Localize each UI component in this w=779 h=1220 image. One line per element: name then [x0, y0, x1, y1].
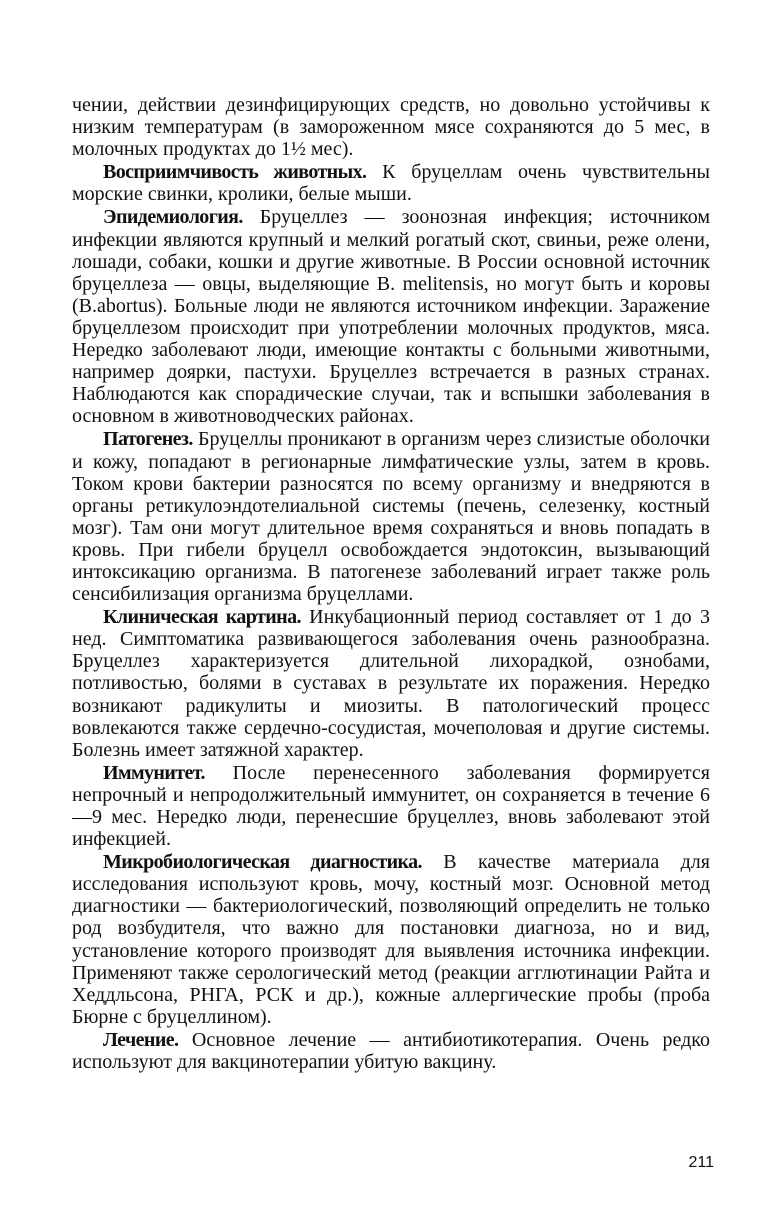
paragraph-epidemiology — [72, 206, 710, 427]
paragraph-heading: Эпидемиология. — [103, 206, 243, 229]
paragraph-text: чении, действии дезинфицирующих средств, но довольно устойчивы к низким температурам (в замороженном мясе сохраняются до 5 мес, в молочных продуктах до 1½ мес). — [72, 94, 710, 161]
paragraph-clinical-picture — [72, 606, 710, 761]
paragraph-heading: Клиническая картина. — [103, 606, 301, 629]
paragraph-text: Инкубационный период составляет от 1 до 3 нед. Симптоматика развивающегося заболевания очень разнообразна. Бруцеллез характеризуется длительной лихорадкой, ознобами, потливостью, болями в суставах в результате их поражения. Нередко возникают радикулиты и миозиты. В патологический процесс вовлекаются также сердечно-сосудистая, мочеполовая и другие системы. Болезнь имеет затяжной характер. — [72, 606, 710, 761]
paragraph-text: В качестве материала для исследования используют кровь, мочу, костный мозг. Основной метод диагностики — бактериологический, позволяющий определить не только род возбудителя, что важно для постановки диагноза, но и вид, установление которого производят для выявления источника инфекции. Применяют также серологический метод (реакции агглютинации Райта и Хеддльсона, РНГА, РСК и др.), кожные аллергические пробы (проба Бюрне с бруцеллином). — [72, 851, 710, 1028]
page-number: 211 — [688, 1154, 714, 1171]
paragraph-treatment — [72, 1029, 710, 1073]
page-body — [72, 94, 710, 1074]
paragraph-heading: Восприимчивость животных. — [103, 161, 367, 184]
paragraph-heading: Лечение. — [103, 1028, 179, 1051]
paragraph-continuation — [72, 94, 710, 160]
paragraph-text: К бруцеллам очень чувствительны морские свинки, кролики, белые мыши. — [72, 161, 710, 206]
paragraph-text: Основное лечение — антибиотикотерапия. Очень редко используют для вакцинотерапии убитую вакцину. — [72, 1028, 710, 1074]
paragraph-text: Бруцеллез — зоонозная инфекция; источником инфекции являются крупный и мелкий рогатый скот, свиньи, реже олени, лошади, собаки, кошки и другие животные. В России основной источник бруцеллеза — овцы, выделяющие B. melitensis, но могут быть и коровы (B.abortus). Больные люди не являются источником инфекции. Заражение бруцеллезом происходит при употреблении молочных продуктов, мяса. Нередко заболевают люди, имеющие контакты с больными животными, например доярки, пастухи. Бруцеллез встречается в разных странах. Наблюдаются как спорадические случаи, так и вспышки заболевания в основном в животноводческих районах. — [72, 206, 710, 428]
paragraph-heading: Микробиологическая диагностика. — [103, 851, 422, 874]
paragraph-heading: Иммунитет. — [103, 761, 205, 784]
paragraph-diagnostics — [72, 851, 710, 1028]
paragraph-susceptibility — [72, 161, 710, 205]
paragraph-heading: Патогенез. — [103, 428, 193, 451]
paragraph-immunity — [72, 762, 710, 850]
paragraph-text: Бруцеллы проникают в организм через слизистые оболочки и кожу, попадают в регионарные лимфатические узлы, затем в кровь. Током крови бактерии разносятся по всему организму и внедряются в органы ретикулоэндотелиальной системы (печень, селезенку, костный мозг). Там они могут длительное время сохраняться и вновь попадать в кровь. При гибели бруцелл освобождается эндотоксин, вызывающий интоксикацию организма. В патогенезе заболеваний играет также роль сенсибилизация организма бруцеллами. — [72, 428, 710, 606]
paragraph-text: После перенесенного заболевания формируется непрочный и непродолжительный иммунитет, он сохраняется в течение 6—9 мес. Нередко люди, перенесшие бруцеллез, вновь заболевают этой инфекцией. — [72, 761, 710, 851]
paragraph-pathogenesis — [72, 428, 710, 605]
